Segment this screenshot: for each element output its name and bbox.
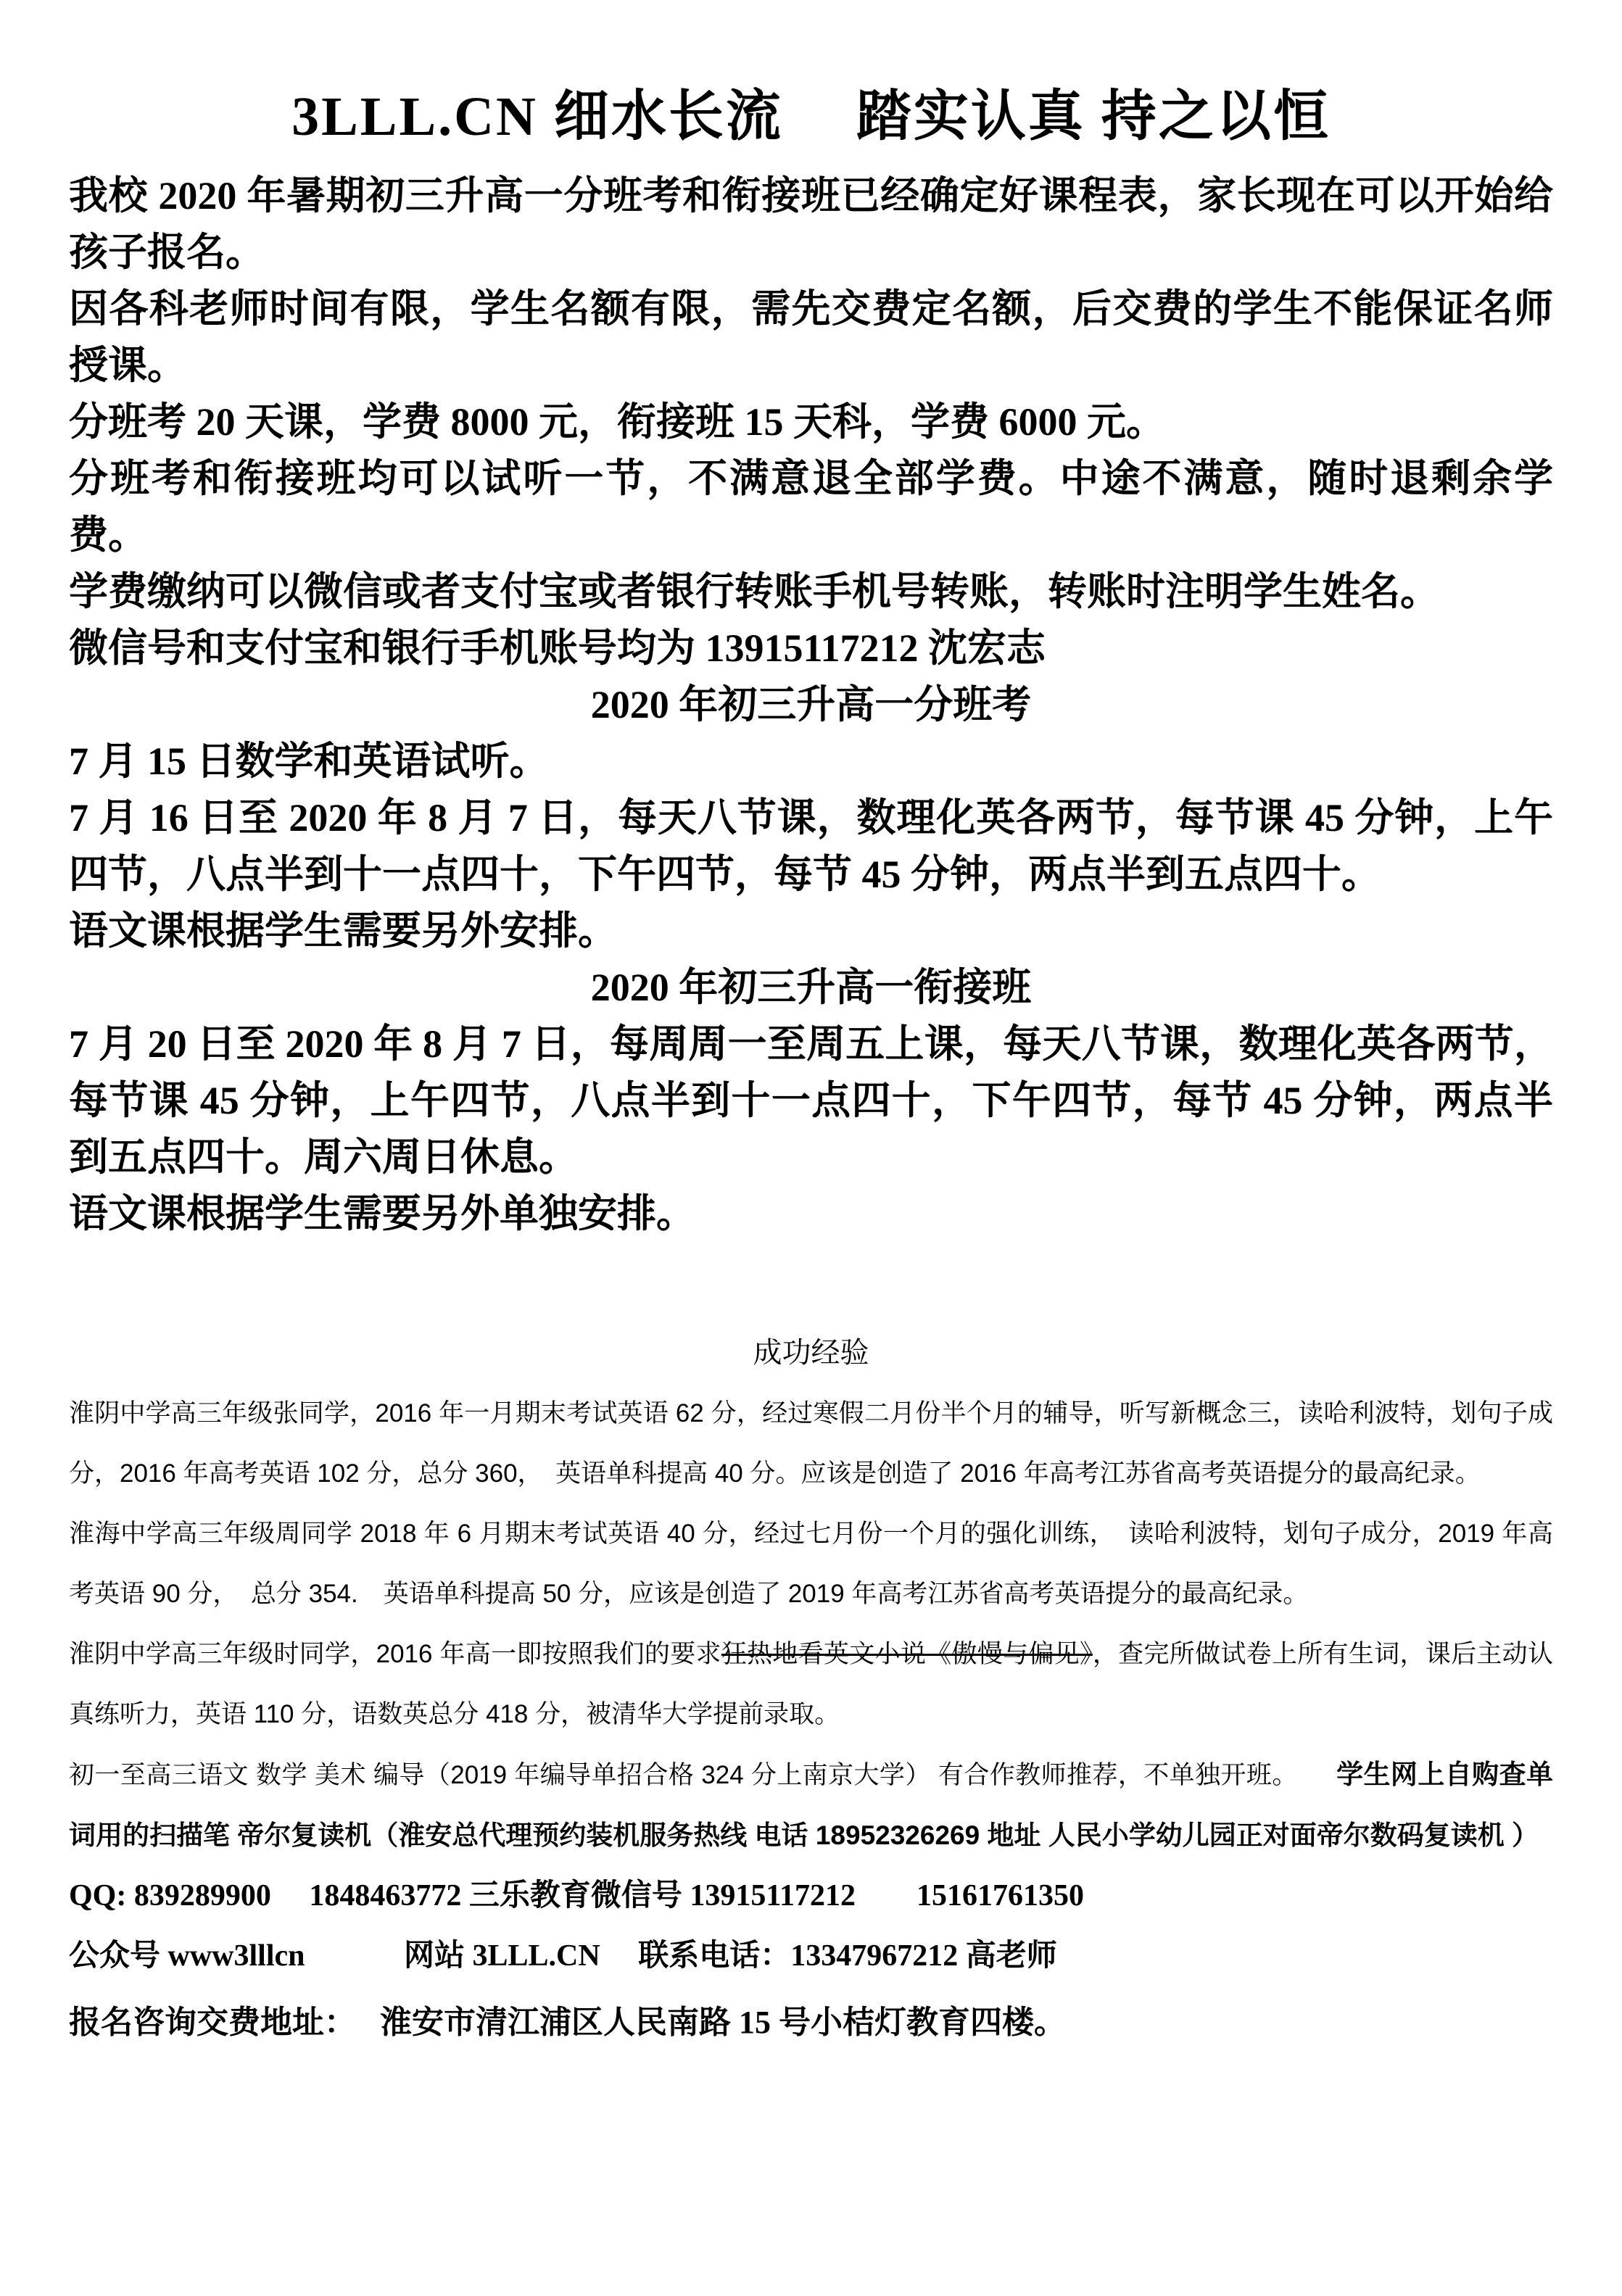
strikethrough-text: 狂热地看英文小说《傲慢与偏见》: [721, 1640, 1093, 1668]
success-story-3-tail: ，查完所做试卷上所有生词，课后主动认真练听力，英语 110 分，语数英总分 418 分，被清华大学提前录取。: [69, 1640, 1553, 1728]
success-heading: 成功经验: [753, 1337, 869, 1369]
intro-paragraph-4: 分班考和衔接班均可以试听一节，不满意退全部学费。中途不满意，随时退剩余学费。: [69, 457, 1553, 557]
success-story-1: 淮阴中学高三年级张同学，2016 年一月期末考试英语 62 分，经过寒假二月份半个月的辅导，听写新概念三，读哈利波特，划句子成分，2016 年高考英语 102 分，总分 360， 英语单科提高 40 分。应该是创造了 2016 年高考江苏省高考英语提分的最高纪录。: [69, 1399, 1553, 1488]
placement-exam-paragraph-3: 语文课根据学生需要另外安排。: [69, 909, 617, 953]
intro-paragraph-3: 分班考 20 天课，学费 8000 元，衔接班 15 天科，学费 6000 元。: [69, 400, 1165, 444]
official-account-website-line: 公众号 www3lllcn 网站 3LLL.CN 联系电话：13347967212 高老师: [69, 1939, 1057, 1973]
page-title: 3LLL.CN 细水长流 踏实认真 持之以恒: [291, 86, 1331, 147]
placement-exam-paragraph-1: 7 月 15 日数学和英语试听。: [69, 739, 549, 783]
placement-exam-heading: 2020 年初三升高一分班考: [590, 683, 1032, 726]
bridge-class-paragraph-2: 语文课根据学生需要另外单独安排。: [69, 1192, 695, 1235]
courses-regular-text: 初一至高三语文 数学 美术 编导（2019 年编导单招合格 324 分上南京大学） 有合作教师推荐，不单独开班。: [69, 1761, 1337, 1789]
registration-address-line: 报名咨询交费地址： 淮安市清江浦区人民南路 15 号小桔灯教育四楼。: [69, 2005, 1066, 2040]
intro-paragraph-5: 学费缴纳可以微信或者支付宝或者银行转账手机号转账，转账时注明学生姓名。: [69, 570, 1439, 613]
intro-paragraph-2: 因各科老师时间有限，学生名额有限，需先交费定名额，后交费的学生不能保证名师授课。: [69, 287, 1553, 387]
success-story-3-lead: 淮阴中学高三年级时同学，2016 年高一即按照我们的要求: [69, 1640, 721, 1668]
qq-wechat-line: QQ: 839289900 1848463772 三乐教育微信号 13915117212 15161761350: [69, 1879, 1085, 1912]
placement-exam-paragraph-2: 7 月 16 日至 2020 年 8 月 7 日，每天八节课，数理化英各两节，每节课 45 分钟，上午四节，八点半到十一点四十，下午四节，每节 45 分钟，两点半到五点四十。: [69, 796, 1553, 896]
success-story-3: [69, 1624, 1553, 1744]
bridge-class-heading: 2020 年初三升高一衔接班: [590, 966, 1032, 1009]
bridge-class-paragraph-1: 7 月 20 日至 2020 年 8 月 7 日，每周周一至周五上课，每天八节课，数理化英各两节，每节课 45 分钟，上午四节，八点半到十一点四十，下午四节，每节 45 分钟，两点半到五点四十。周六周日休息。: [69, 1022, 1553, 1179]
intro-paragraph-1: 我校 2020 年暑期初三升高一分班考和衔接班已经确定好课程表，家长现在可以开始给孩子报名。: [69, 174, 1553, 274]
success-story-2: 淮海中学高三年级周同学 2018 年 6 月期末考试英语 40 分，经过七月份一个月的强化训练， 读哈利波特，划句子成分，2019 年高考英语 90 分， 总分 354. 英语单科提高 50 分，应该是创造了 2019 年高考江苏省高考英语提分的最高纪录。: [69, 1520, 1553, 1608]
payment-account-line: 微信号和支付宝和银行手机账号均为 13915117212 沈宏志: [69, 626, 1046, 670]
courses-and-scanner-line: [69, 1744, 1553, 1866]
scanner-bold-text: 学生网上自购查单词用的扫描笔 帝尔复读机（淮安总代理预约装机服务热线 电话 18952326269 地址 人民小学幼儿园正对面帝尔数码复读机 ）: [69, 1760, 1553, 1850]
